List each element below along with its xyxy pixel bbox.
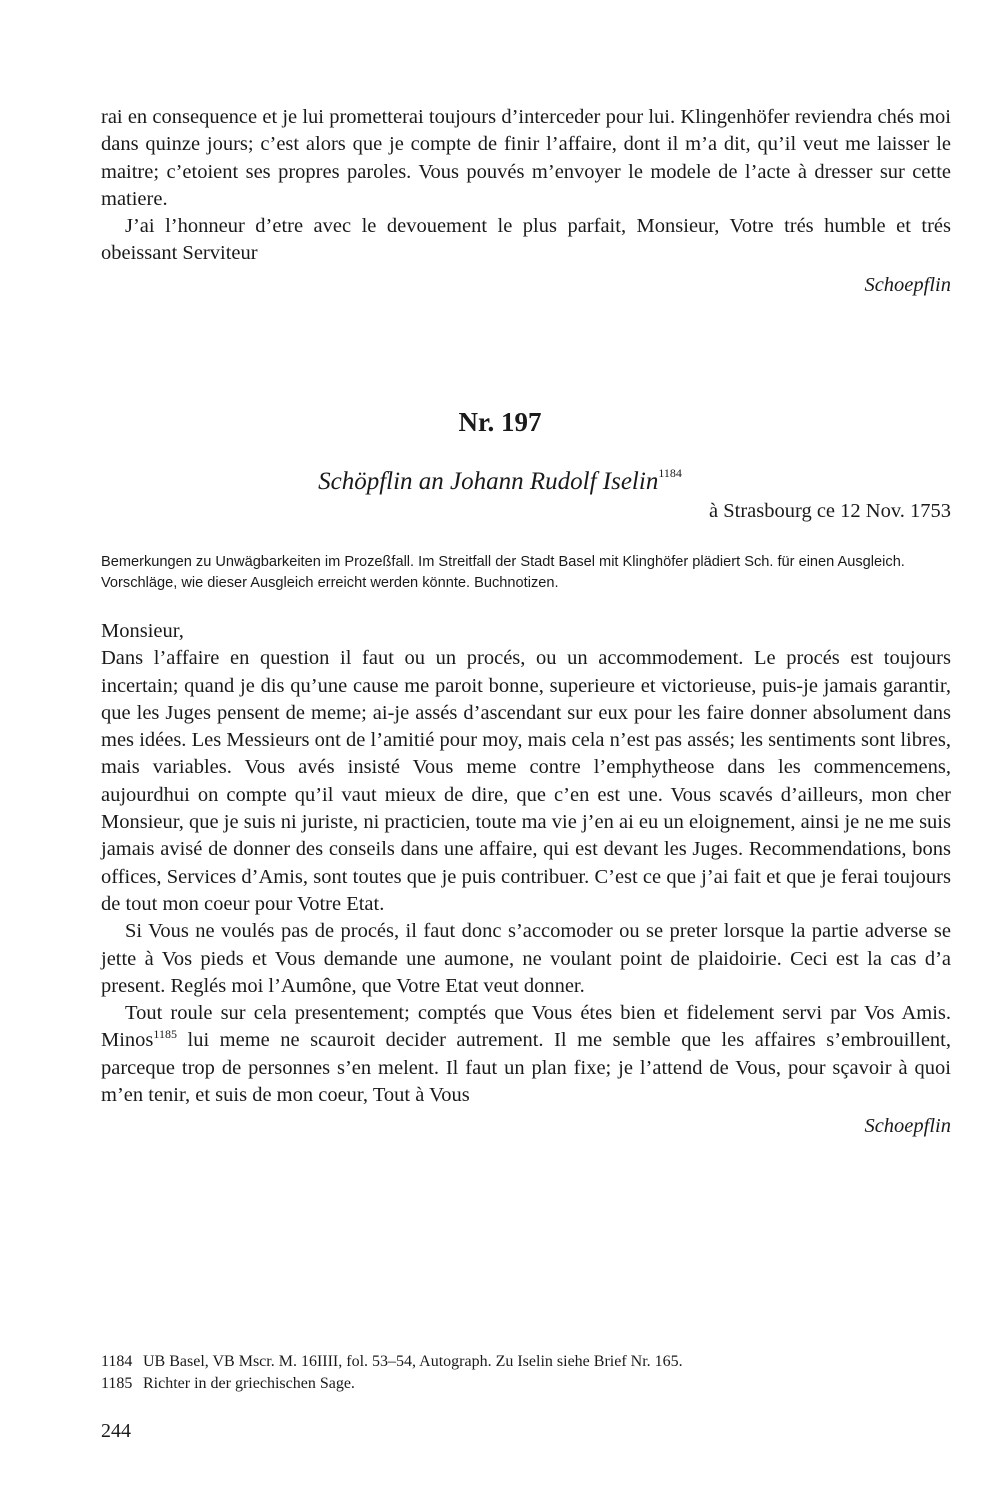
footnotes: [101, 1351, 951, 1395]
paragraph: [101, 1000, 951, 1109]
paragraph: Si Vous ne voulés pas de procés, il faut donc s’accomoder ou se preter lorsque la partie adverse se jette à Vos pieds et Vous demande une aumone, ne voulant point de plaidoirie. Ceci est la cas d’a present. Reglés moi l’Aumône, que Votre Etat veut donner.: [101, 920, 951, 997]
footnote: [101, 1351, 951, 1373]
signature: Schoepflin: [864, 273, 951, 296]
paragraph-text: lui meme ne scauroit decider autrement. Il me semble que les affaires s’embrouillent, parceque trop de personnes s’en melent. Il faut un plan fixe; je l’attend de Vous, pour sçavoir à quoi m’en tenir, et suis de mon coeur, Tout à Vous: [101, 1029, 951, 1107]
footnote-number: 1184: [101, 1353, 133, 1370]
paragraph-text: Tout roule sur cela presentement; comptés que Vous étes bien et fidelement servi par Vos Amis. Minos: [101, 1002, 951, 1052]
letter-body: [101, 618, 951, 1140]
paragraph: rai en consequence et je lui prometterai toujours d’interceder pour lui. Klingenhöfer reviendra chés moi dans quinze jours; c’est alors que je compte de finir l’affaire, dont il m’a dit, qu’il veut me laisser le maitre; c’etoient ses propres paroles. Vous pouvés m’envoyer le modele de l’acte à dresser sur cette matiere.: [101, 106, 951, 210]
place-date: à Strasbourg ce 12 Nov. 1753: [709, 500, 951, 522]
previous-letter-end: [101, 104, 951, 299]
signature: Schoepflin: [864, 1115, 951, 1138]
footnote: [101, 1373, 951, 1395]
letter-title-text: Schöpflin an Johann Rudolf Iselin: [318, 468, 659, 495]
footnote-text: Richter in der griechischen Sage.: [143, 1375, 355, 1392]
letter-number: Nr. 197: [458, 407, 542, 437]
footnote-ref: 1185: [153, 1027, 177, 1042]
letter-title: [0, 456, 1000, 499]
footnote-number: 1185: [101, 1375, 133, 1392]
salutation: Monsieur,: [101, 620, 184, 642]
paragraph: J’ai l’honneur d’etre avec le devouement le plus parfait, Monsieur, Votre trés humble et trés obeissant Serviteur: [101, 215, 951, 265]
page-number: 244: [101, 1420, 131, 1442]
footnote-text: UB Basel, VB Mscr. M. 16IIII, fol. 53–54, Autograph. Zu Iselin siehe Brief Nr. 165.: [143, 1353, 683, 1370]
paragraph: Dans l’affaire en question il faut ou un procés, ou un accommodement. Le procés est toujours incertain; quand je dis qu’une cause me paroit bonne, superieure et victorieuse, puis-je jamais garantir, que les Juges pensent de meme; ai-je assés d’ascendant sur eux pour les faire donner absolument dans mes idées. Les Messieurs ont de l’amitié pour moy, mais cela n’est pas assés; les sentiments sont libres, mais variables. Vous avés insisté Vous meme contre l’emphytheose dans les commencemens, aujourdhui on compte qu’il vaut mieux de dire, que c’en est une. Vous scavés d’ailleurs, mon cher Monsieur, que je suis ni juriste, ni practicien, toute ma vie j’en ai eu un eloignement, ainsi je ne me suis jamais avisé de donner des conseils dans une affaire, qui est devant les Juges. Recommendations, bons offices, Services d’Amis, sont toutes que je puis contribuer. C’est ce que j’ai fait et que je ferai toujours de tout mon coeur pour Votre Etat.: [101, 647, 951, 915]
regest-summary: Bemerkungen zu Unwägbarkeiten im Prozeßfall. Im Streitfall der Stadt Basel mit Klinghöfer plädiert Sch. für einen Ausgleich. Vorschläge, wie dieser Ausgleich erreicht werden könnte. Buchnotizen.: [101, 554, 905, 591]
footnote-ref: 1184: [658, 466, 682, 480]
